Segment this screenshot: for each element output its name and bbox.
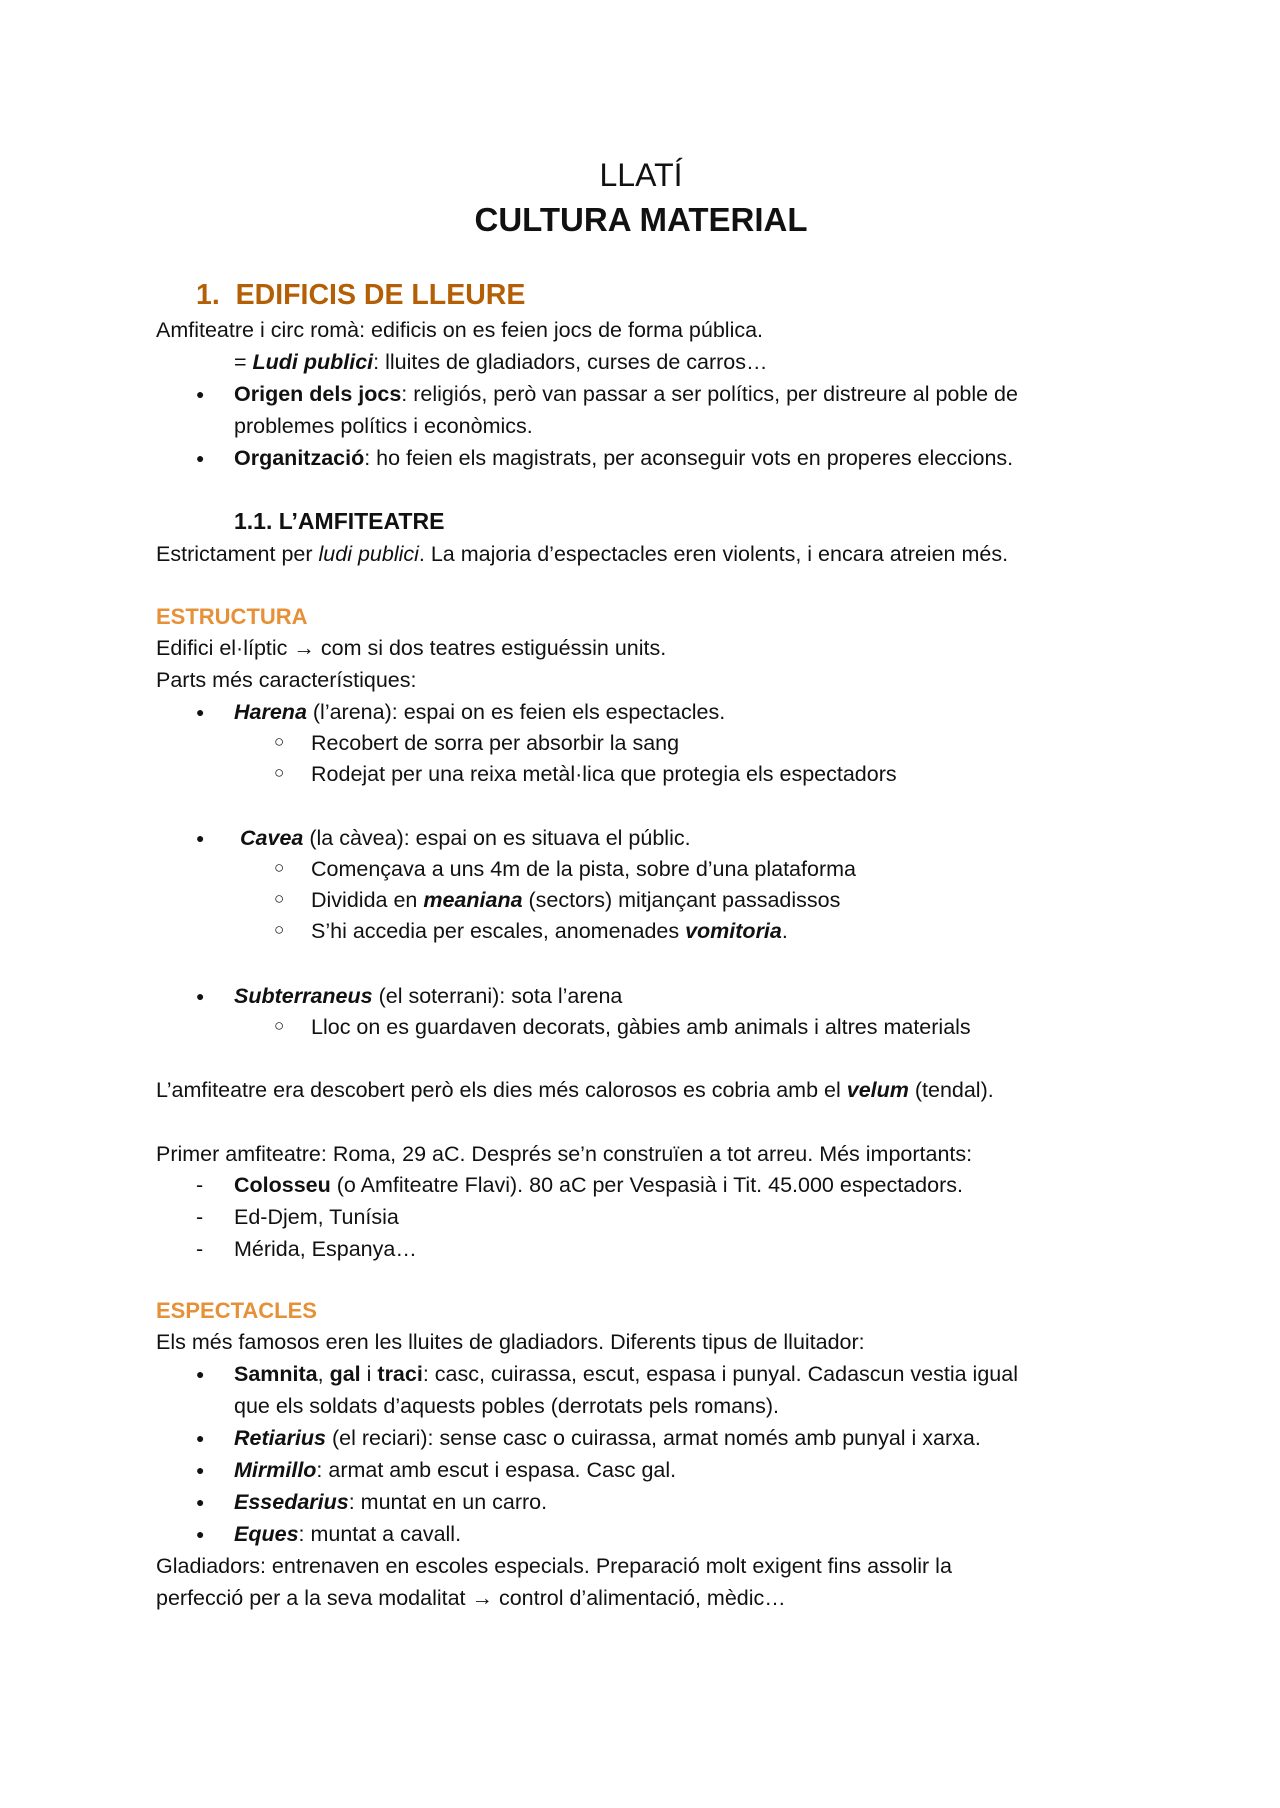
sub-list-item: Dividida en meaniana (sectors) mitjançant passadissos: [311, 888, 841, 912]
bullet-marker: ●: [196, 988, 205, 1004]
subsection-heading: 1.1. L’AMFITEATRE: [234, 508, 445, 534]
paragraph: Els més famosos eren les lluites de gladiadors. Diferents tipus de lluitador:: [156, 1330, 865, 1354]
circle-marker: ○: [274, 920, 285, 939]
espectacles-heading: ESPECTACLES: [156, 1298, 317, 1323]
subsection-intro: Estrictament per ludi publici. La majoria d’espectacles eren violents, i encara atreien més.: [156, 542, 1009, 566]
bullet-marker: ●: [196, 1430, 205, 1446]
circle-marker: ○: [274, 732, 285, 751]
paragraph: L’amfiteatre era descobert però els dies més calorosos es cobria amb el velum (tendal).: [156, 1078, 994, 1102]
bullet-marker: ●: [196, 1462, 205, 1478]
list-item: Essedarius: muntat en un carro.: [234, 1490, 548, 1514]
sub-list-item: Començava a uns 4m de la pista, sobre d’una plataforma: [311, 857, 856, 881]
paragraph: perfecció per a la seva modalitat → control d’alimentació, mèdic…: [156, 1586, 786, 1610]
dash-marker: -: [196, 1205, 204, 1229]
dash-item: Mérida, Espanya…: [234, 1237, 417, 1261]
section-title: EDIFICIS DE LLEURE: [235, 279, 526, 311]
list-item: Eques: muntat a cavall.: [234, 1522, 462, 1546]
ludi-line: = Ludi publici: lluites de gladiadors, curses de carros…: [234, 350, 768, 374]
estructura-heading: ESTRUCTURA: [156, 604, 308, 629]
bullet-marker: ●: [196, 450, 205, 466]
circle-marker: ○: [274, 1016, 285, 1035]
list-item: Retiarius (el reciari): sense casc o cuirassa, armat només amb punyal i xarxa.: [234, 1426, 981, 1450]
dash-item: Colosseu (o Amfiteatre Flavi). 80 aC per Vespasià i Tit. 45.000 espectadors.: [234, 1173, 963, 1197]
section-number: 1.: [196, 279, 220, 311]
doc-subtitle: CULTURA MATERIAL: [474, 201, 808, 238]
section-intro: Amfiteatre i circ romà: edificis on es feien jocs de forma pública.: [156, 318, 764, 342]
paragraph: Edifici el·líptic → com si dos teatres estiguéssin units.: [156, 636, 667, 660]
list-item: Cavea (la càvea): espai on es situava el públic.: [240, 826, 691, 850]
list-item: Organització: ho feien els magistrats, per aconseguir vots en properes eleccions.: [234, 446, 1014, 470]
dash-item: Ed-Djem, Tunísia: [234, 1205, 399, 1229]
list-item: Harena (l’arena): espai on es feien els espectacles.: [234, 700, 726, 724]
bullet-marker: ●: [196, 830, 205, 846]
dash-marker: -: [196, 1173, 204, 1197]
circle-marker: ○: [274, 858, 285, 877]
dash-marker: -: [196, 1237, 204, 1261]
bullet-marker: ●: [196, 1366, 205, 1382]
list-item: Origen dels jocs: religiós, però van passar a ser polítics, per distreure al poble de: [234, 382, 1018, 406]
sub-list-item: Rodejat per una reixa metàl·lica que protegia els espectadors: [311, 762, 897, 786]
list-item: Mirmillo: armat amb escut i espasa. Casc gal.: [234, 1458, 677, 1482]
sub-list-item: Recobert de sorra per absorbir la sang: [311, 731, 680, 755]
list-item: Samnita, gal i traci: casc, cuirassa, escut, espasa i punyal. Cadascun vestia igual: [234, 1362, 1018, 1386]
bullet-marker: ●: [196, 1494, 205, 1510]
bullet-marker: ●: [196, 704, 205, 720]
paragraph: Parts més característiques:: [156, 668, 417, 692]
paragraph: Gladiadors: entrenaven en escoles especials. Preparació molt exigent fins assolir la: [156, 1554, 952, 1578]
list-item-continuation: problemes polítics i econòmics.: [234, 414, 533, 438]
doc-title: LLATÍ: [599, 157, 683, 193]
bullet-marker: ●: [196, 1526, 205, 1542]
sub-list-item: Lloc on es guardaven decorats, gàbies amb animals i altres materials: [311, 1015, 971, 1039]
list-item: Subterraneus (el soterrani): sota l’arena: [234, 984, 623, 1008]
ludi-term: Ludi publici: [252, 350, 374, 374]
bullet-marker: ●: [196, 386, 205, 402]
sub-list-item: S’hi accedia per escales, anomenades vomitoria.: [311, 919, 788, 943]
circle-marker: ○: [274, 763, 285, 782]
section-heading: [196, 278, 525, 312]
list-item-continuation: que els soldats d’aquests pobles (derrotats pels romans).: [234, 1394, 779, 1418]
circle-marker: ○: [274, 889, 285, 908]
paragraph: Primer amfiteatre: Roma, 29 aC. Després se’n construïen a tot arreu. Més importants:: [156, 1142, 973, 1166]
